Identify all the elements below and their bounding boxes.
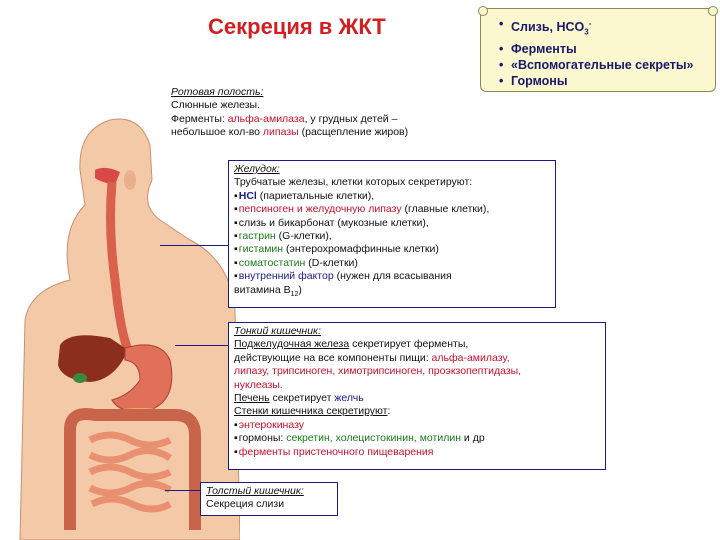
large-line1: Секреция слизи bbox=[206, 498, 285, 511]
small-enterokinase: ▪ энтерокиназу bbox=[234, 419, 600, 432]
small-enzymes2: липазу, трипсиноген, химотрипсиноген, проэкзопептидазы, bbox=[234, 365, 522, 378]
secretion-types-note bbox=[480, 8, 716, 92]
small-header: Тонкий кишечник: bbox=[234, 325, 321, 337]
secretion-item: • Ферменты bbox=[499, 41, 707, 57]
stomach-histamine: ▪ гистамин (энтерохромаффинные клетки) bbox=[234, 243, 550, 256]
small-enzymes3: нуклеазы. bbox=[234, 378, 283, 391]
stomach-mucus: ▪ слизь и бикарбонат (мукозные клетки), bbox=[234, 217, 550, 230]
stomach-header: Желудок: bbox=[234, 163, 280, 175]
gallbladder bbox=[73, 373, 87, 383]
small-line2: действующие на все компоненты пищи: альфа-амилазу, bbox=[234, 351, 510, 364]
secretion-item: • Гормоны bbox=[499, 73, 707, 89]
connector-large-intestine bbox=[165, 490, 200, 491]
small-pancreas: Поджелудочная железа секретирует ферменты, bbox=[234, 338, 469, 351]
mouth-line2: Ферменты: альфа-амилаза, у грудных детей – bbox=[171, 112, 398, 125]
large-header: Толстый кишечник: bbox=[206, 485, 304, 497]
secretion-item: • «Вспомогательные секреты» bbox=[499, 57, 707, 73]
stomach-pepsinogen: ▪ пепсиноген и желудочную липазу (главные клетки), bbox=[234, 203, 550, 216]
small-hormones: ▪ гормоны: секретин, холецистокинин, мотилин и др bbox=[234, 432, 600, 445]
mouth-line1: Слюнные железы. bbox=[171, 99, 261, 112]
small-parietal: ▪ ферменты пристеночного пищеварения bbox=[234, 446, 600, 459]
stomach-box bbox=[228, 160, 556, 308]
stomach-hcl: ▪ HCl (париетальные клетки), bbox=[234, 190, 550, 203]
large-intestine-box bbox=[200, 482, 338, 516]
page-title: Секреция в ЖКТ bbox=[208, 14, 386, 39]
stomach-intrinsic: ▪ внутренний фактор (нужен для всасывания bbox=[234, 270, 550, 283]
mouth-line3: небольшое кол-во липазы (расщепление жиров) bbox=[171, 126, 409, 139]
connector-small-intestine bbox=[175, 345, 230, 346]
connector-stomach bbox=[160, 245, 230, 246]
secretion-item: • Слизь, $HCO_3^-$ bbox=[499, 16, 707, 41]
stomach-somatostatin: ▪ соматостатин (D-клетки) bbox=[234, 257, 550, 270]
ear bbox=[124, 170, 136, 190]
scroll-curl-right bbox=[708, 6, 718, 16]
small-liver: Печень секретирует желчь bbox=[234, 392, 364, 405]
stomach-line1: Трубчатые железы, клетки которых секретируют: bbox=[234, 176, 473, 189]
scroll-curl-left bbox=[478, 6, 488, 16]
small-wall: Стенки кишечника секретируют: bbox=[234, 405, 391, 418]
small-intestine-box bbox=[228, 322, 606, 470]
stomach-vitamin: витамина $B_{12}$) bbox=[234, 283, 302, 298]
stomach-gastrin: ▪ гастрин (G-клетки), bbox=[234, 230, 550, 243]
digestive-system-illustration bbox=[0, 110, 240, 540]
mouth-box bbox=[166, 84, 476, 144]
mouth-header: Ротовая полость: bbox=[171, 86, 264, 98]
